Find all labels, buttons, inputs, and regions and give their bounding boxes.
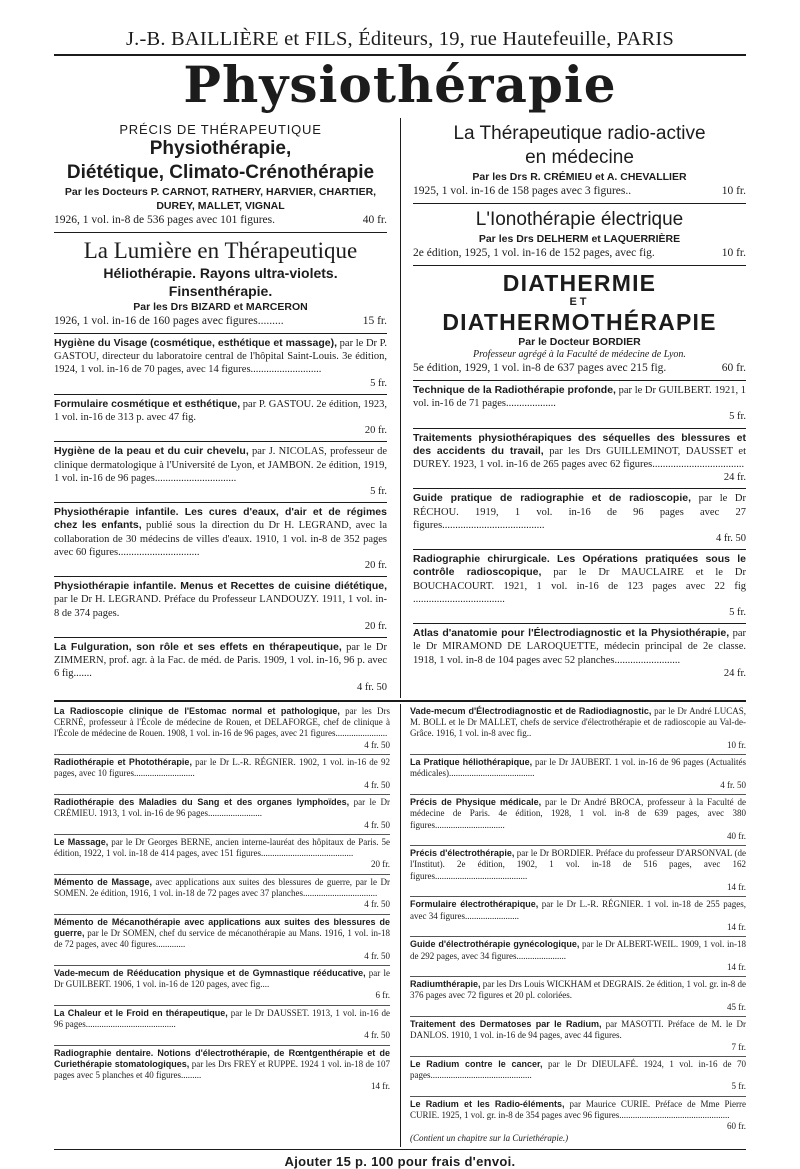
left-column: [54, 118, 387, 698]
entry-price: 4 fr. 50: [364, 1030, 390, 1041]
book-entry: [54, 577, 387, 638]
entry-body: par les Drs Louis WICKHAM et DEGRAIS. 2e édition, 1 vol. gr. in-8 de 376 pages avec 72 figures et 20 pl. coloriées.: [410, 979, 746, 1001]
entry-body: par les Drs FREY et RUPPE. 1924 1 vol. in-18 de 107 pages avec 5 planches et 40 figures.........: [54, 1058, 390, 1081]
book-entry: [54, 638, 387, 698]
entry-body: par P. GASTOU. 2e édition, 1923, 1 vol. in-16 de 313 p. avec 47 fig.: [54, 398, 387, 424]
entry-price: 20 fr.: [364, 560, 387, 572]
entry-body: par le Dr L.-R. RÉGNIER. 1 vol. in-18 de 255 pages, avec 34 figures........................: [410, 899, 746, 921]
entry-price: 14 fr.: [727, 961, 746, 972]
book-meta: [413, 184, 746, 199]
book-entry: [54, 755, 390, 795]
entry-heading: Traitements physiothérapiques des séquelles des blessures et des accidents du travail,: [413, 431, 746, 457]
entry-body: par Maurice CURIE. Préface de Mme Pierre CURIE. 1925, 1 vol. gr. in-8 de 354 pages avec 96 figures.................................................: [410, 1098, 747, 1121]
feature-book-radioactive: [413, 118, 746, 204]
entry-price: 6 fr.: [375, 990, 390, 1001]
book-entry: [54, 1006, 390, 1046]
entry-price: 24 fr.: [723, 667, 746, 679]
author-affiliation: Professeur agrégé à la Faculté de médecine de Lyon.: [473, 349, 686, 360]
entry-heading: Radiographie dentaire. Notions d'électrothérapie, de Rœntgenthérapie et de Curiethérapie stomatologiques,: [54, 1047, 390, 1069]
book-authors: Par les Drs BIZARD et MARCERON: [133, 301, 308, 313]
book-authors: Par les Drs R. CRÉMIEU et A. CHEVALLIER: [472, 171, 687, 183]
entry-price: 5 fr.: [370, 377, 387, 389]
page-title: Physiothérapie: [183, 55, 617, 114]
feature-book-precis: [54, 118, 387, 233]
book-title-2: en médecine: [525, 147, 634, 168]
book-entry: [410, 755, 746, 795]
entry-price: 7 fr.: [731, 1041, 746, 1052]
entry-body: par MASOTTI. Préface de M. le Dr DANLOS. 1910, 1 vol. in-16 de 94 pages, avec 44 figures.: [410, 1019, 746, 1041]
publisher-header: J.-B. BAILLIÈRE et FILS, Éditeurs, 19, rue Hautefeuille, PARIS: [126, 28, 674, 50]
book-entry: [410, 897, 746, 937]
lower-right-column: [410, 704, 746, 1147]
entry-price: 4 fr. 50: [715, 533, 746, 545]
book-authors: Par les Docteurs P. CARNOT, RATHERY, HARVIER, CHARTIER, DUREY, MALLET, VIGNAL: [64, 186, 377, 212]
entry-price: 4 fr. 50: [364, 819, 390, 830]
entry-body: par le Dr RÉCHOU. 1919, 1 vol. in-16 de 96 pages avec 27 figures.......................................: [413, 493, 746, 531]
entry-heading: Le Radium et les Radio-éléments,: [410, 1098, 565, 1109]
book-title: DIATHERMIE: [502, 270, 657, 296]
book-meta: [413, 361, 746, 376]
entry-price: 5 fr.: [729, 607, 746, 619]
book-entry: [54, 966, 390, 1006]
entry-heading: Technique de la Radiothérapie profonde,: [413, 384, 616, 396]
book-entry: [54, 795, 390, 835]
entry-heading: Hygiène du Visage (cosmétique, esthétique et massage),: [54, 337, 337, 349]
entry-price: 14 fr.: [727, 882, 746, 893]
entry-heading: Vade-mecum de Rééducation physique et de Gymnastique rééducative,: [54, 967, 366, 978]
book-details: 2e édition, 1925, 1 vol. in-16 de 152 pages, avec fig.: [413, 247, 655, 259]
entry-body: par le Dr MAUCLAIRE et le Dr BOUCHACOURT. 1921, 1 vol. in-16 de 123 pages avec 22 fig ...................................: [413, 567, 746, 605]
entry-body: par le Dr L.-R. RÉGNIER. 1902, 1 vol. in-16 de 92 pages, avec 10 figures...........................: [54, 757, 390, 779]
book-entry: [54, 875, 390, 915]
book-entry: [413, 429, 746, 490]
entry-heading: Radiographie chirurgicale. Les Opérations pratiquées sous le contrôle radioscopique,: [413, 553, 746, 579]
entry-price: 14 fr.: [727, 921, 746, 932]
book-entry: [54, 1046, 390, 1096]
entry-body: par le Dr GUILBERT. 1921, 1 vol. in-16 de 71 pages...................: [413, 385, 746, 410]
entry-heading: Traitement des Dermatoses par le Radium,: [410, 1019, 602, 1029]
entry-body: par les Drs GUILLEMINOT, DAUSSET et DUREY. 1923, 1 vol. in-16 de 265 pages avec 62 figures...................................: [413, 445, 746, 471]
book-price: 40 fr.: [362, 214, 387, 226]
book-authors: Par les Drs DELHERM et LAQUERRIÈRE: [478, 233, 681, 245]
entry-price: 4 fr. 50: [364, 739, 390, 750]
book-entry: [410, 977, 746, 1017]
entry-heading: Le Massage,: [54, 836, 109, 847]
entry-body: par J. NICOLAS, professeur de clinique dermatologique à l'Université de Lyon, et JAMBON. 2e édition, 1919, 1 vol. in-16 de 96 pages...............................: [54, 446, 387, 484]
entry-heading: Le Radium contre le cancer,: [410, 1058, 543, 1069]
entry-price: 40 fr.: [727, 830, 746, 841]
entry-heading: La Fulguration, son rôle et ses effets en thérapeutique,: [54, 641, 342, 654]
entry-body: par le Dr GUILBERT. 1906, 1 vol. in-16 de 120 pages, avec fig....: [54, 967, 390, 990]
entry-body: par le Dr ALBERT-WEIL. 1909, 1 vol. in-18 de 292 pages, avec 34 figures......................: [410, 939, 747, 961]
book-entry: [54, 395, 387, 443]
entry-heading: Vade-mecum d'Électrodiagnostic et de Radiodiagnostic,: [410, 705, 652, 716]
entry-body: par le Dr P. GASTOU, directeur du laboratoire central de l'hôpital Saint-Louis. 3e édition, 1924, 1 vol. in-16 de 70 pages, avec 14 figures...........................: [54, 338, 387, 376]
entry-heading: La Chaleur et le Froid en thérapeutique,: [54, 1007, 228, 1018]
book-price: 60 fr.: [721, 362, 746, 374]
book-entry: [410, 704, 746, 755]
entry-heading: Précis d'électrothérapie,: [410, 848, 515, 859]
book-subtitle-2: Finsenthérapie.: [168, 283, 273, 299]
book-entry: [54, 704, 390, 755]
entry-body: par le Dr MIRAMOND DE LAROQUETTE, médecin principal de 2e classe. 1918, 1 vol. in-8 de 104 pages avec 52 planches.........................: [413, 628, 746, 666]
book-title-conj: ET: [569, 296, 590, 308]
book-entry: [410, 1097, 746, 1147]
column-divider: [400, 118, 401, 698]
right-column: [413, 118, 746, 698]
entry-price: 5 fr.: [731, 1081, 746, 1092]
book-entry: [410, 1017, 746, 1057]
entry-body: par le Dr JAUBERT. 1 vol. in-16 de 96 pages (Actualités médicales)......................................: [410, 757, 746, 779]
entry-heading: Mémento de Mécanothérapie avec applications aux suites des blessures de guerre,: [54, 916, 390, 938]
entry-body: par le Dr André LUCAS, M. BOLL et le Dr MALLET, chefs de service d'électrothérapie et de radioscopie au Val-de-Grâce. 1916, 1 vol. in-8 avec fig..: [410, 705, 746, 739]
entry-heading: La Radioscopie clinique de l'Estomac normal et pathologique,: [54, 705, 340, 716]
book-details: 5e édition, 1929, 1 vol. in-8 de 637 pages avec 215 fig.: [413, 362, 667, 374]
entry-body: par les Drs CERNÉ, professeur à l'École de médecine de Rouen, et DELAFORGE, chef de clinique à l'École de médecine de Rouen. 1908, 1 vol. in-16 de 96 pages, avec 21 figures.......................: [54, 705, 390, 739]
footer-rule: [54, 1149, 746, 1150]
book-title-2: DIATHERMOTHÉRAPIE: [442, 309, 717, 335]
entry-price: 60 fr.: [727, 1121, 746, 1132]
entry-price: 5 fr.: [370, 486, 387, 498]
entry-heading: Atlas d'anatomie pour l'Électrodiagnostic et la Physiothérapie,: [413, 627, 730, 640]
book-title: La Lumière en Thérapeutique: [83, 238, 358, 263]
entry-note: (Contient un chapitre sur la Curiethérapie.): [410, 1132, 569, 1143]
entry-price: 5 fr.: [729, 411, 746, 423]
entry-heading: Formulaire électrothérapique,: [410, 899, 539, 910]
entry-body: par le Dr DIEULAFÉ. 1924, 1 vol. in-16 de 70 pages.............................................: [410, 1058, 746, 1081]
book-series: PRÉCIS DE THÉRAPEUTIQUE: [119, 122, 322, 137]
entry-heading: Physiothérapie infantile. Menus et Recettes de cuisine diététique,: [54, 580, 387, 593]
book-authors: Par le Docteur BORDIER: [518, 336, 641, 348]
column-divider: [400, 704, 401, 1147]
entry-price: 4 fr. 50: [364, 899, 390, 910]
entry-heading: Hygiène de la peau et du cuir chevelu,: [54, 445, 249, 458]
book-meta: [413, 246, 746, 261]
entry-price: 45 fr.: [727, 1001, 746, 1012]
entry-body: par le Dr CRÉMIEU. 1913, 1 vol. in-16 de 96 pages........................: [54, 796, 391, 819]
entry-price: 20 fr.: [364, 620, 387, 632]
entry-body: par le Dr Georges BERNE, ancien interne-lauréat des hôpitaux de Paris. 5e édition, 1922, 1 vol. in-18 de 414 pages, avec 151 figures.........................................: [54, 836, 390, 859]
book-details: 1926, 1 vol. in-8 de 536 pages avec 101 figures.: [54, 214, 276, 226]
book-entry: [54, 442, 387, 503]
book-entry: [413, 550, 746, 624]
entry-price: 4 fr. 50: [356, 681, 387, 693]
entry-heading: Radiothérapie des Maladies du Sang et des organes lymphoïdes,: [54, 796, 350, 807]
entry-body: par le Dr BORDIER. Préface du professeur D'ARSONVAL (de l'Institut). 2e édition, 1902, 1 vol. in-18 de 516 pages, avec 162 figures.........................................: [410, 848, 746, 881]
shipping-note: Ajouter 15 p. 100 pour frais d'envoi.: [284, 1153, 516, 1169]
book-subtitle: Diététique, Climato-Crénothérapie: [66, 162, 375, 183]
book-title: La Thérapeutique radio-active: [453, 123, 706, 144]
entry-heading: La Pratique héliothérapique,: [410, 757, 533, 768]
entry-price: 4 fr. 50: [720, 779, 746, 790]
book-meta: [54, 314, 387, 329]
entry-heading: Formulaire cosmétique et esthétique,: [54, 397, 241, 410]
entry-heading: Radiumthérapie,: [410, 979, 481, 990]
entry-heading: Guide d'électrothérapie gynécologique,: [410, 939, 580, 950]
book-entry: [410, 937, 746, 977]
entry-price: 4 fr. 50: [364, 950, 390, 961]
book-entry: [413, 381, 746, 429]
entry-price: 10 fr.: [727, 739, 746, 750]
book-meta: [54, 213, 387, 228]
book-price: 10 fr.: [721, 247, 746, 259]
book-subtitle: Héliothérapie. Rayons ultra-violets.: [103, 265, 338, 281]
book-price: 15 fr.: [362, 315, 387, 327]
book-entry: [410, 846, 746, 897]
entry-body: publié sous la direction du Dr H. LEGRAND, avec la collaboration de 30 médecins de villes d'eaux. 1910, 1 vol. in-8 de 352 pages avec 60 figures...............................: [54, 520, 388, 558]
book-entry: [410, 1057, 746, 1097]
feature-book-lumiere: [54, 233, 387, 334]
feature-book-ionotherapie: [413, 204, 746, 266]
book-price: 10 fr.: [721, 185, 746, 197]
entry-body: avec applications aux suites des blessures de guerre, par le Dr SOMEN. 2e édition, 1916, 1 vol. in-18 de 72 pages avec 37 planches.................................: [54, 876, 390, 899]
entry-price: 20 fr.: [364, 425, 387, 437]
book-details: 1926, 1 vol. in-16 de 160 pages avec figures.........: [54, 315, 284, 327]
book-entry: [54, 503, 387, 577]
upper-columns: [54, 118, 746, 698]
lower-columns: [54, 700, 746, 1147]
feature-book-diathermie: [413, 266, 746, 381]
catalogue-page: [54, 26, 746, 1169]
entry-heading: Radiothérapie et Photothérapie,: [54, 757, 192, 768]
entry-body: par le Dr SOMEN, chef du service de mécanothérapie au Mans. 1916, 1 vol. in-18 de 72 pages, avec 40 figures.............: [54, 927, 390, 950]
entry-price: 20 fr.: [371, 859, 390, 870]
entry-body: par le Dr André BROCA, professeur à la Faculté de médecine de Paris. 4e édition, 1928, 1 vol. in-8 de 639 pages, avec 380 figures...............................: [410, 796, 746, 830]
book-details: 1925, 1 vol. in-16 de 158 pages avec 3 figures..: [413, 185, 632, 197]
entry-body: par le Dr DAUSSET. 1913, 1 vol. in-16 de 96 pages........................................: [54, 1007, 391, 1029]
book-entry: [413, 624, 746, 684]
book-entry: [413, 489, 746, 550]
book-entry: [54, 334, 387, 395]
entry-heading: Physiothérapie infantile. Les cures d'eaux, d'air et de régimes chez les enfants,: [54, 506, 387, 532]
book-entry: [410, 795, 746, 846]
book-entry: [54, 915, 390, 966]
entry-body: par le Dr ZIMMERN, prof. agr. à la Fac. de méd. de Paris. 1909, 1 vol. in-16, 96 p. avec 6 fig.......: [54, 642, 387, 680]
entry-heading: Précis de Physique médicale,: [410, 796, 542, 807]
entry-heading: Guide pratique de radiographie et de radioscopie,: [413, 492, 692, 505]
lower-left-column: [54, 704, 390, 1147]
book-entry: [54, 835, 390, 875]
entry-price: 14 fr.: [371, 1081, 390, 1092]
book-title: Physiothérapie,: [149, 138, 292, 159]
entry-heading: Mémento de Massage,: [54, 876, 152, 887]
entry-price: 4 fr. 50: [364, 779, 390, 790]
entry-price: 24 fr.: [723, 472, 746, 484]
entry-body: par le Dr H. LEGRAND. Préface du Professeur LANDOUZY. 1911, 1 vol. in-8 de 374 pages.: [54, 594, 387, 619]
book-title: L'Ionothérapie électrique: [475, 209, 684, 230]
